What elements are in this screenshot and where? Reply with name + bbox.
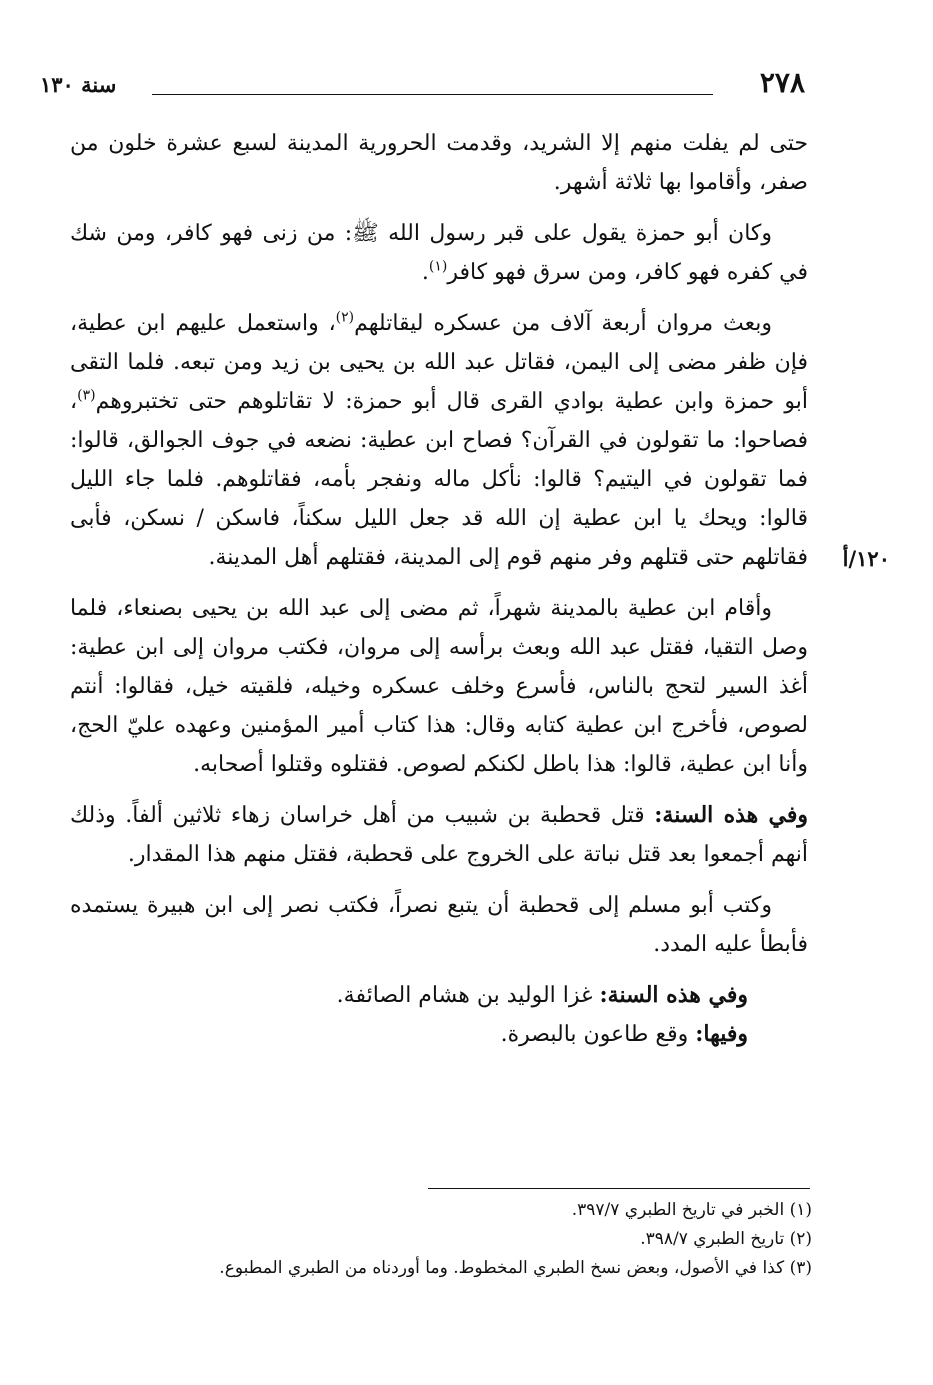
paragraph-text: ، فصاحوا: ما تقولون في القرآن؟ فصاح ابن عطية: نضعه في جوف الجوالق، قالوا: فما تقولون في اليتيم؟ قالوا: نأكل ماله ونفجر بأمه، فقاتلوهم. فلما جاء الليل قالوا: ويحك يا ابن عطية إن الله قد جعل الليل سكناً، فاسكن / نسكن، فأبى فقاتلهم حتى قتلهم وفر منهم قوم إلى المدينة، فقتلهم أهل المدينة.: [70, 389, 808, 570]
paragraph-3: [70, 304, 808, 577]
running-head-year: سنة ١٣٠: [40, 72, 117, 97]
entry-text: وقع طاعون بالبصرة.: [500, 1022, 696, 1047]
page-number: ٢٧٨: [759, 66, 805, 99]
page-header: [40, 66, 805, 102]
paragraph-text: ، واستعمل عليهم ابن عطية، فإن ظفر مضى إلى اليمن، فقاتل عبد الله بن يحيى بن زيد ومن تبعه. فلما التقى أبو حمزة وابن عطية بوادي القرى قال أبو حمزة: لا تقاتلوهم حتى تختبروهم: [70, 311, 808, 414]
paragraph-lead: وفي هذه السنة:: [654, 802, 808, 828]
paragraph-4: [70, 589, 808, 784]
paragraph-text: وبعث مروان أربعة آلاف من عسكره ليقاتلهم: [354, 311, 772, 336]
footnote-ref: (٣): [77, 387, 96, 404]
paragraph-5: [70, 796, 808, 874]
paragraph-1: [70, 124, 808, 202]
entry-lead: وفيها:: [695, 1021, 748, 1047]
paragraph-end: .: [421, 260, 429, 285]
paragraph-text: وأقام ابن عطية بالمدينة شهراً، ثم مضى إلى عبد الله بن يحيى بصنعاء، فلما وصل التقيا، فقتل عبد الله وبعث برأسه إلى مروان، فكتب مروان إلى ابن عطية: أغذ السير لتحج بالناس، فأسرع وخلف عسكره وخيله، فلقيته خيل، فقالوا: أنتم لصوص، فأخرج ابن عطية كتابه وقال: هذا كتاب أمير المؤمنين وعهده عليّ الحج، وأنا ابن عطية، قالوا: هذا باطل لكنكم لصوص. فقتلوه وقتلوا أصحابه.: [70, 596, 808, 777]
footnote-ref: (١): [428, 258, 448, 275]
entry-lead: وفي هذه السنة:: [599, 982, 748, 1008]
short-entry: [70, 976, 748, 1015]
footnote-rule: [428, 1188, 810, 1189]
footnote-2: (٢) تاريخ الطبري ٣٩٨/٧.: [640, 1229, 812, 1249]
footnote-3: (٣) كذا في الأصول، وبعض نسخ الطبري المخطوط. وما أوردناه من الطبري المطبوع.: [219, 1258, 812, 1278]
main-text: [70, 124, 808, 1054]
short-entries: [70, 976, 808, 1054]
paragraph-text: وكتب أبو مسلم إلى قحطبة أن يتبع نصراً، فكتب نصر إلى ابن هبيرة يستمده فأبطأ عليه المدد.: [70, 893, 808, 957]
paragraph-text: وكان أبو حمزة يقول على قبر رسول الله ﷺ: من زنى فهو كافر، ومن شك في كفره فهو كافر، ومن سرق فهو كافر: [70, 221, 808, 285]
paragraph-2: [70, 214, 808, 292]
paragraph-text: قتل قحطبة بن شبيب من أهل خراسان زهاء ثلاثين ألفاً. وذلك أنهم أجمعوا بعد قتل نباتة على الخروج على قحطبة، فقتل منهم هذا المقدار.: [70, 803, 808, 867]
manuscript-folio-note: ١٢٠/أ: [842, 546, 890, 571]
paragraph-text: حتى لم يفلت منهم إلا الشريد، وقدمت الحرورية المدينة لسبع عشرة خلون من صفر، وأقاموا بها ثلاثة أشهر.: [70, 131, 808, 195]
entry-text: غزا الوليد بن هشام الصائفة.: [336, 983, 600, 1008]
footnote-1: (١) الخبر في تاريخ الطبري ٣٩٧/٧.: [571, 1200, 812, 1220]
short-entry: [70, 1015, 748, 1054]
footnotes: [200, 1196, 812, 1283]
footnote-ref: (٢): [335, 309, 355, 326]
header-rule: [152, 94, 713, 95]
paragraph-6: [70, 886, 808, 964]
